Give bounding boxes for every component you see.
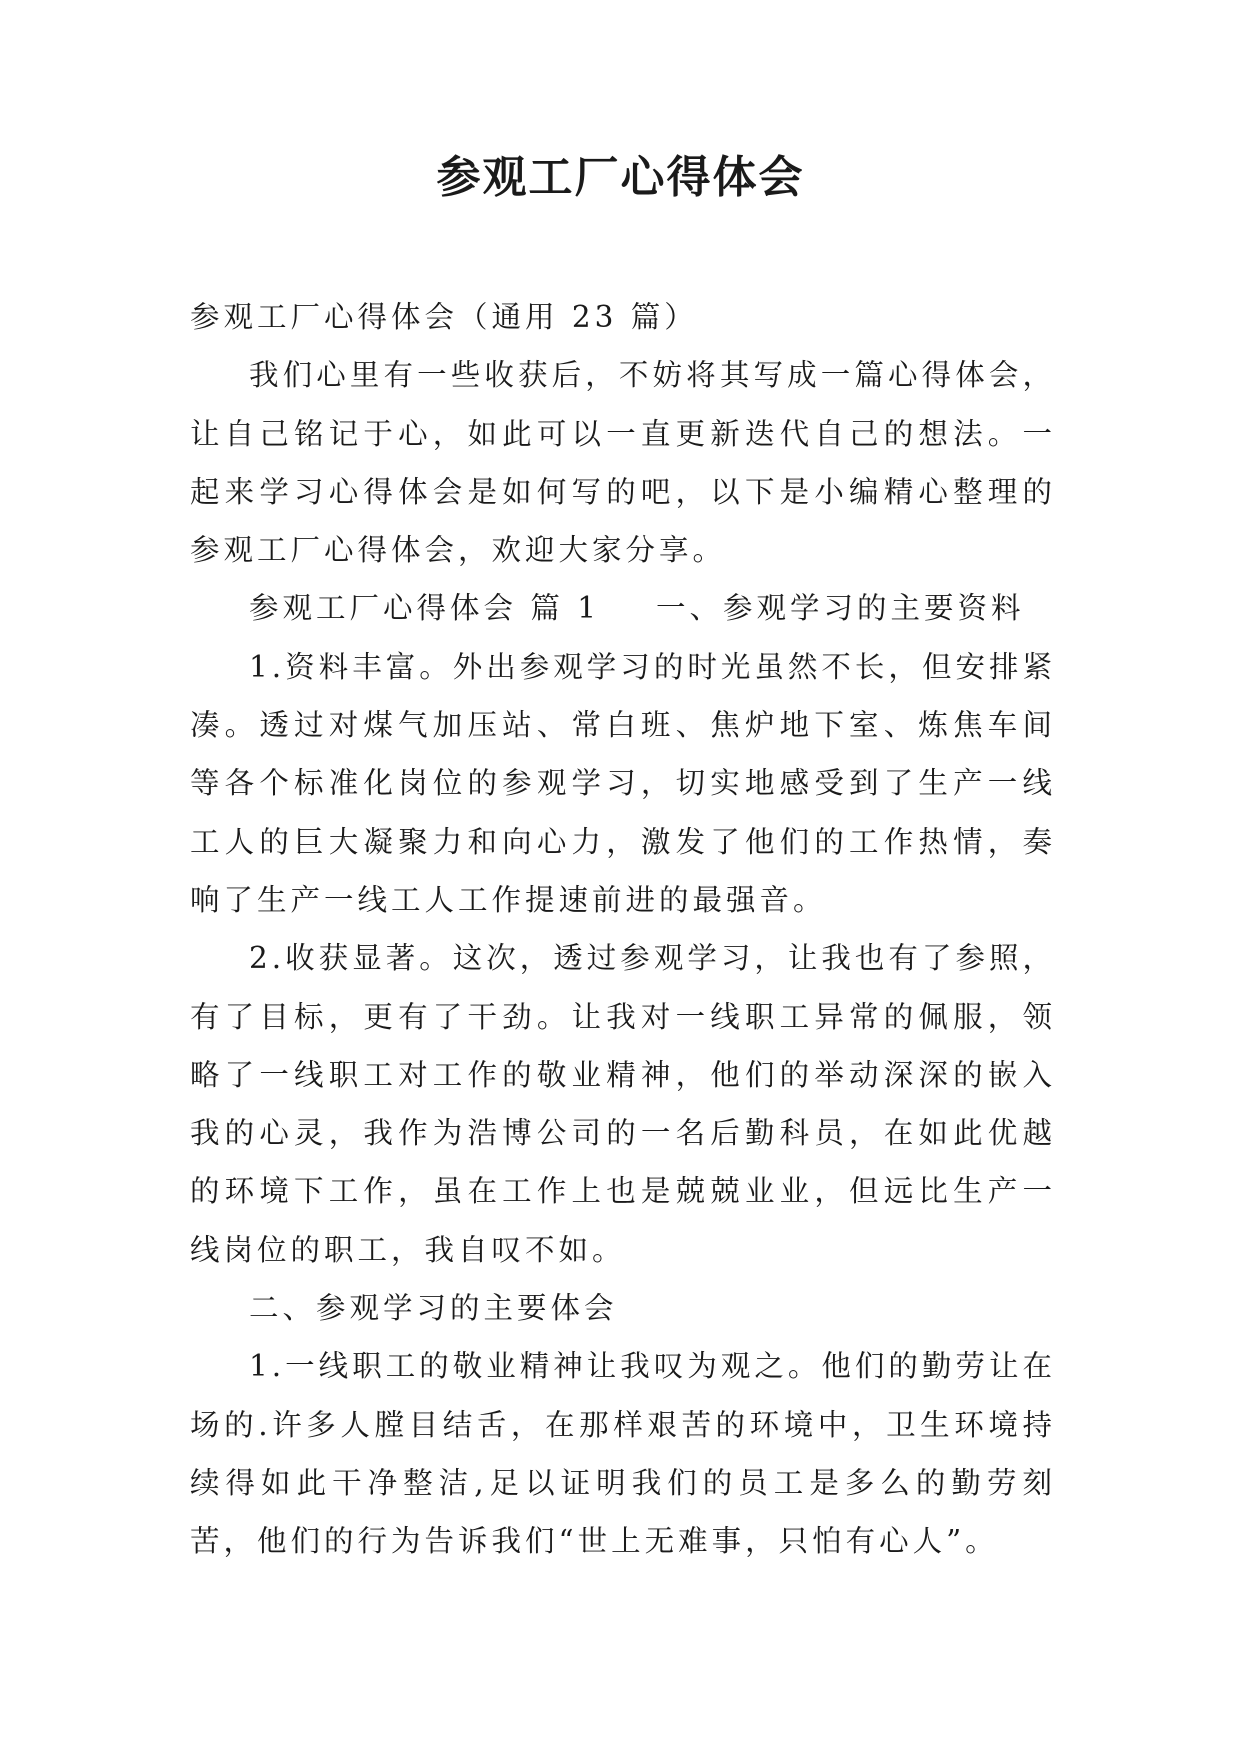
section2-paragraph-1: 1.一线职工的敬业精神让我叹为观之。他们的勤劳让在场的.许多人膛目结舌，在那样艰苦的环境中，卫生环境持续得如此干净整洁,足以证明我们的员工是多么的勤劳刻苦，他们的行为告诉我们“世上无难事，只怕有心人”。 (190, 1349, 1056, 1559)
section2-heading: 二、参观学习的主要体会 (249, 1291, 618, 1326)
section1-paragraph-2: 2.收获显著。这次，透过参观学习，让我也有了参照，有了目标，更有了干劲。让我对一线职工异常的佩服，领略了一线职工对工作的敬业精神，他们的举动深深的嵌入我的心灵，我作为浩博公司的一名后勤科员，在如此优越的环境下工作，虽在工作上也是兢兢业业，但远比生产一线岗位的职工，我自叹不如。 (190, 941, 1056, 1267)
article-heading-line (190, 579, 1056, 637)
document-body (190, 288, 1056, 1571)
document-title: 参观工厂心得体会 (436, 152, 805, 203)
section1-paragraph-1: 1.资料丰富。外出参观学习的时光虽然不长，但安排紧凑。透过对煤气加压站、常白班、焦炉地下室、炼焦车间等各个标准化岗位的参观学习，切实地感受到了生产一线工人的巨大凝聚力和向心力，激发了他们的工作热情，奏响了生产一线工人工作提速前进的最强音。 (190, 649, 1056, 917)
document-subtitle: 参观工厂心得体会（通用 23 篇） (190, 300, 698, 334)
section1-heading: 一、参观学习的主要资料 (656, 591, 1025, 626)
intro-paragraph: 我们心里有一些收获后，不妨将其写成一篇心得体会，让自己铭记于心，如此可以一直更新迭代自己的想法。一起来学习心得体会是如何写的吧，以下是小编精心整理的参观工厂心得体会，欢迎大家分享。 (190, 358, 1056, 568)
article-heading: 参观工厂心得体会 篇 1 (249, 591, 601, 626)
